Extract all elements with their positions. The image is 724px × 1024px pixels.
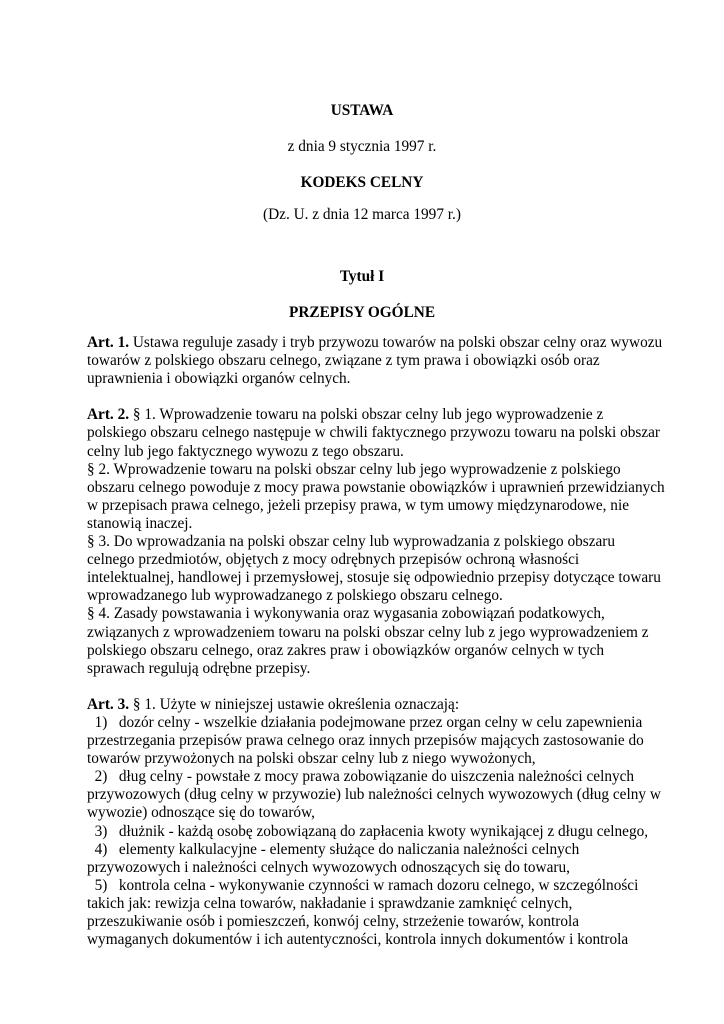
article-line: § 4. Zasady powstawania i wykonywania oraz wygasania zobowiązań podatkowych, (87, 605, 605, 623)
article-line: Art. 1. Ustawa reguluje zasady i tryb przywozu towarów na polski obszar celny oraz wywozu (87, 334, 663, 351)
article-line: wywozie) odnoszące się do towarów, (87, 804, 315, 822)
article-line: uprawnienia i obowiązki organów celnych. (87, 370, 351, 388)
article-line: przywozowych i należności celnych wywozowych odnoszących się do towaru, (87, 858, 570, 876)
article-line: celnego przedmiotów, objętych z mocy odrębnych przepisów ochroną własności (87, 551, 580, 569)
article-line: związanych z wprowadzeniem towaru na polski obszar celny lub z jego wyprowadzeniem z (87, 623, 649, 641)
article-label: Art. 2. (87, 406, 130, 424)
article-line: 5) kontrola celna - wykonywanie czynności w ramach dozoru celnego, w szczególności (87, 876, 639, 894)
article-line: stanowią inaczej. (87, 514, 193, 532)
article-line: obszaru celnego powoduje z mocy prawa powstanie obowiązków i uprawnień przewidzianych (87, 478, 665, 496)
article-line: sprawach regulują odrębne przepisy. (87, 659, 311, 677)
article-line: towarów z polskiego obszaru celnego, związane z tym prawa i obowiązki osób oraz (87, 352, 600, 370)
section-heading: PRZEPISY OGÓLNE (288, 304, 436, 321)
article-line: polskiego obszaru celnego następuje w chwili faktycznego przywozu towaru na polski obszar (87, 424, 661, 442)
article-line: przeszukiwanie osób i pomieszczeń, konwój celny, strzeżenie towarów, kontrola (87, 913, 580, 930)
article-line: takich jak: rewizja celna towarów, nakładanie i sprawdzanie zamknięć celnych, (87, 894, 573, 912)
article-line: przywozowych (dług celny w przywozie) lub należności celnych wywozowych (dług celny w (87, 786, 661, 804)
article-line: wymaganych dokumentów i ich autentyczności, kontrola innych dokumentów i kontrola (87, 931, 629, 949)
act-date: z dnia 9 stycznia 1997 r. (287, 138, 437, 155)
article-line: celny lub jego faktycznego wywozu z tego obszaru. (87, 442, 404, 460)
article-line: 2) dług celny - powstałe z mocy prawa zobowiązanie do uiszczenia należności celnych (87, 768, 635, 786)
article-line: towarów przywożonych na polski obszar celny lub z niego wywożonych, (87, 750, 536, 768)
article-line: 3) dłużnik - każdą osobę zobowiązaną do zapłacenia kwoty wynikającej z długu celnego, (87, 822, 649, 840)
article-line: Art. 2. § 1. Wprowadzenie towaru na polski obszar celny lub jego wyprowadzenie z (87, 406, 604, 424)
publication-reference: (Dz. U. z dnia 12 marca 1997 r.) (263, 206, 461, 223)
act-title: USTAWA (330, 102, 394, 119)
article-line: polskiego obszaru celnego, oraz zakres praw i obowiązków organów celnych w tych (87, 641, 605, 659)
article-line: 4) elementy kalkulacyjne - elementy służące do naliczania należności celnych (87, 840, 580, 858)
title-section: Tytuł I (339, 268, 385, 285)
document-body (87, 334, 665, 949)
article-line: 1) dozór celny - wszelkie działania podejmowane przez organ celny w celu zapewnienia (87, 713, 643, 731)
article-label: Art. 1. (87, 334, 130, 351)
article-line: w przepisach prawa celnego, jeżeli przepisy prawa, w tym umowy międzynarodowe, nie (87, 496, 629, 514)
article-line: intelektualnej, handlowej i przemysłowej, stosuje się odpowiednio przepisy dotyczące towaru (87, 569, 661, 587)
article-line: przestrzegania przepisów prawa celnego oraz innych przepisów mających zastosowanie do (87, 732, 644, 750)
article-line: Art. 3. § 1. Użyte w niniejszej ustawie określenia oznaczają: (87, 695, 460, 713)
article-line: § 2. Wprowadzenie towaru na polski obszar celny lub jego wyprowadzenie z polskiego (87, 460, 621, 478)
article-line: § 3. Do wprowadzania na polski obszar celny lub wyprowadzania z polskiego obszaru (87, 533, 616, 551)
article-label: Art. 3. (87, 695, 130, 713)
code-name: KODEKS CELNY (300, 174, 424, 191)
article-line: wprowadzanego lub wyprowadzanego z polskiego obszaru celnego. (87, 587, 503, 605)
